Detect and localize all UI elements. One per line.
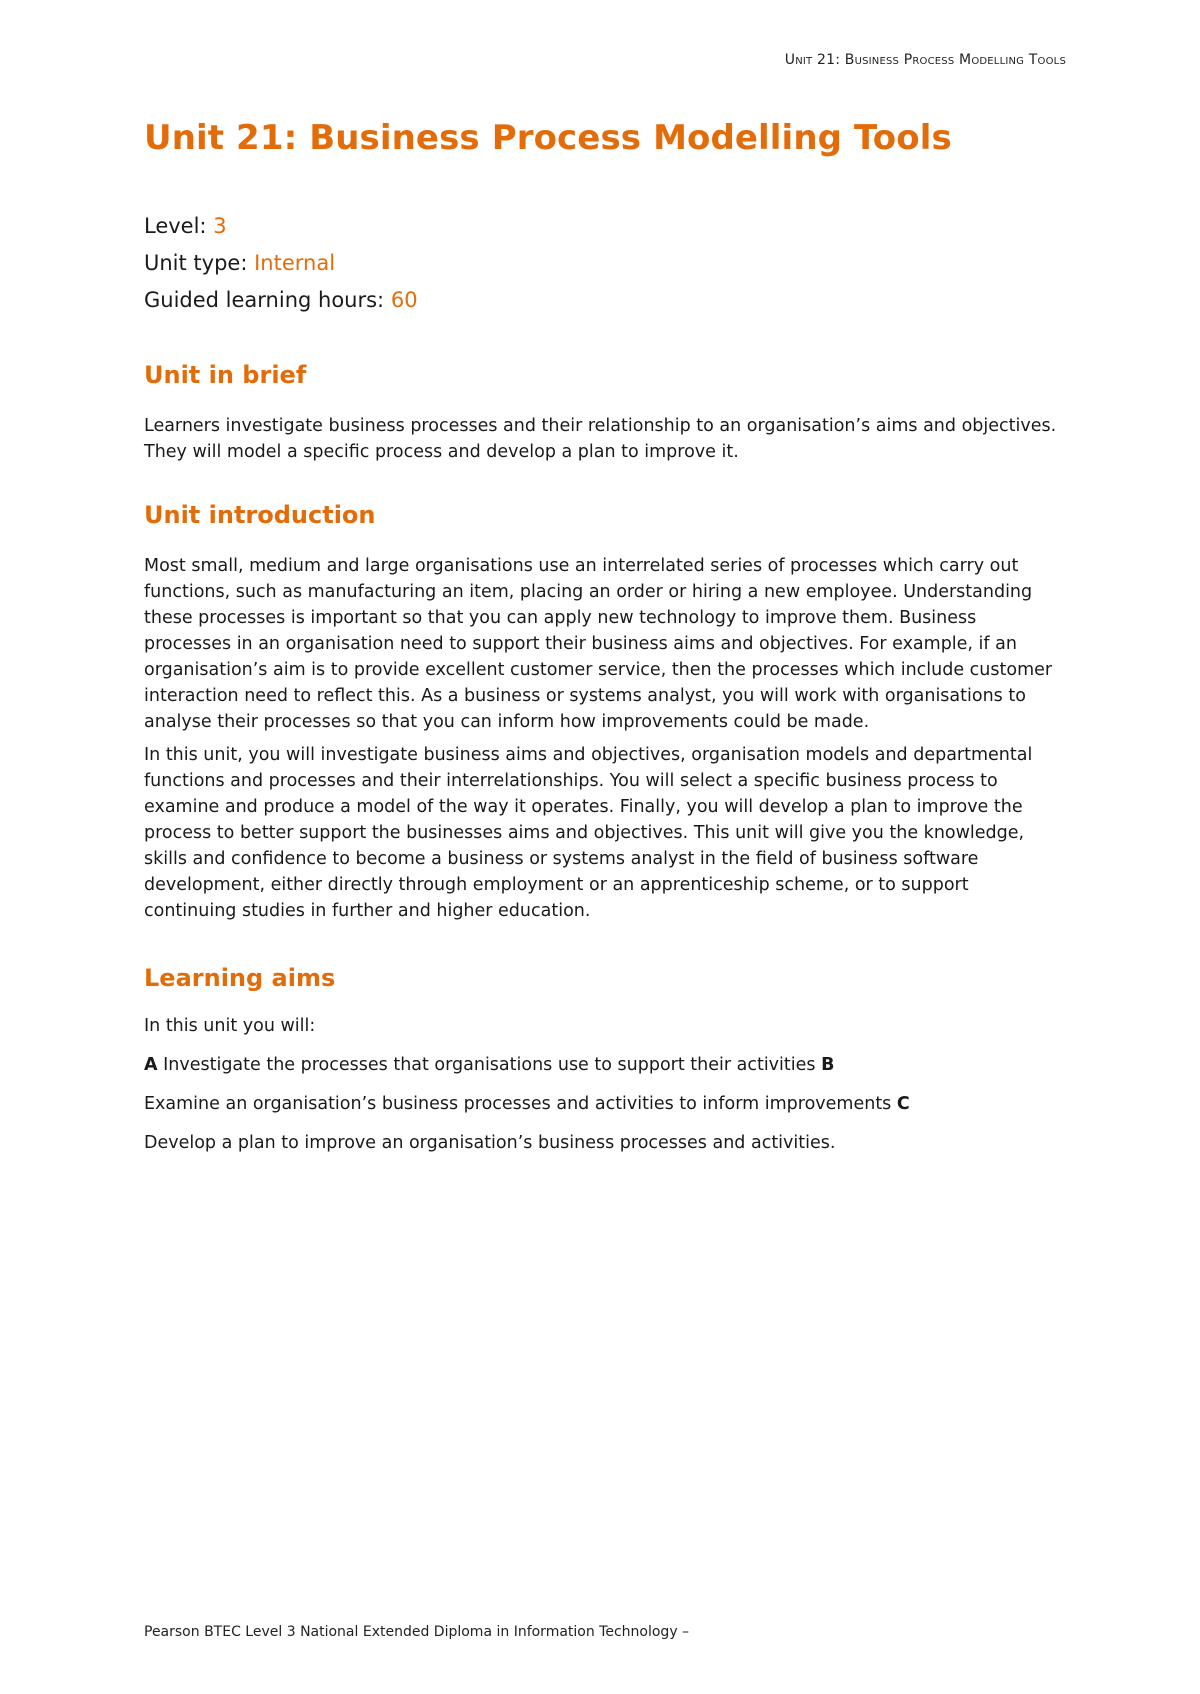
meta-level-label: Level: (144, 214, 207, 238)
unit-introduction-heading: Unit introduction (144, 501, 376, 529)
unit-in-brief-text: Learners investigate business processes and their relationship to an organisation’s aims and objectives. They will model a specific process and develop a plan to improve it. (144, 416, 1057, 462)
aim-text: Examine an organisation’s business processes and activities to inform improvements (144, 1094, 897, 1114)
aim-text: Develop a plan to improve an organisation’s business processes and activities. (144, 1133, 836, 1153)
meta-glh (144, 282, 1064, 319)
section-unit-in-brief (144, 361, 1064, 465)
page-title: Unit 21: Business Process Modelling Tools (144, 118, 952, 158)
learning-aims-heading: Learning aims (144, 964, 336, 992)
learning-aim-line (144, 1049, 1064, 1081)
running-header: Unit 21: Business Process Modelling Tools (784, 52, 1066, 68)
learning-aim-line (144, 1088, 1064, 1120)
learning-aim-line (144, 1127, 1064, 1159)
aim-text: Investigate the processes that organisations use to support their activities (157, 1055, 822, 1075)
page-footer: Pearson BTEC Level 3 National Extended Diploma in Information Technology – (144, 1624, 690, 1640)
meta-unit-type-value: Internal (254, 251, 336, 275)
page-content (144, 118, 1064, 1159)
meta-glh-value: 60 (390, 288, 418, 312)
aim-letter: B (821, 1055, 835, 1075)
meta-unit-type-label: Unit type: (144, 251, 248, 275)
learning-aims-intro: In this unit you will: (144, 1016, 316, 1036)
unit-meta (144, 208, 1064, 319)
meta-level-value: 3 (213, 214, 227, 238)
section-learning-aims (144, 964, 1064, 1159)
unit-introduction-paragraph: Most small, medium and large organisations use an interrelated series of processes which carry out functions, such as manufacturing an item, placing an order or hiring a new employee. Understanding these processes is important so that you can apply new technology to improve them. Business processes in an organisation need to support their business aims and objectives. For example, if an organisation’s aim is to provide excellent customer service, then the processes which include customer interaction need to reflect this. As a business or systems analyst, you will work with organisations to analyse their processes so that you can inform how improvements could be made. (144, 556, 1053, 732)
meta-level (144, 208, 1064, 245)
meta-glh-label: Guided learning hours: (144, 288, 385, 312)
unit-in-brief-heading: Unit in brief (144, 361, 307, 389)
aim-letter: A (144, 1055, 158, 1075)
aim-letter: C (896, 1094, 910, 1114)
meta-unit-type (144, 245, 1064, 282)
unit-introduction-paragraph: In this unit, you will investigate business aims and objectives, organisation models and departmental functions and processes and their interrelationships. You will select a specific business process to examine and produce a model of the way it operates. Finally, you will develop a plan to improve the process to better support the businesses aims and objectives. This unit will give you the knowledge, skills and confidence to become a business or systems analyst in the field of business software development, either directly through employment or an apprenticeship scheme, or to support continuing studies in further and higher education. (144, 745, 1033, 921)
section-unit-introduction (144, 501, 1064, 924)
